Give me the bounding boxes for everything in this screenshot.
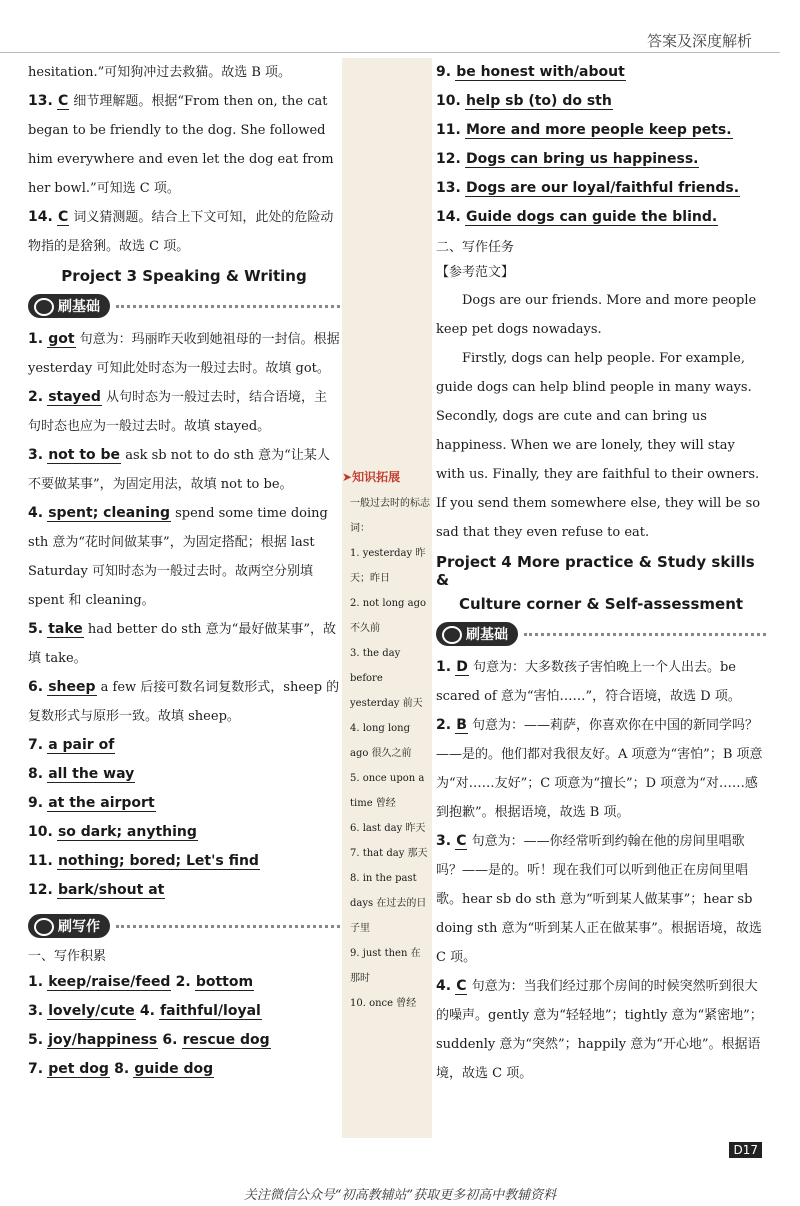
answer: C <box>57 209 69 225</box>
reference-heading: 【参考范文】 <box>436 265 515 280</box>
footer-note: 关注微信公众号“初高教辅站”获取更多初高中教辅资料 <box>243 1188 557 1203</box>
page-number: D17 <box>729 1142 762 1158</box>
basic-4: 4. spent; cleaning spend some time doing sth 意为“花时间做某事”，为固定搭配；根据 last Saturday 可知时态为一般过去时。故两空分别填 spent 和 cleaning。 <box>28 505 328 608</box>
basics-banner-label: 刷基础 <box>28 294 110 318</box>
choice-1: 1. D 句意为：大多数孩子害怕晚上一个人出去。be scared of 意为“害怕……”，符合语境，故选 D 项。 <box>436 659 741 704</box>
section-writing-task: 二、写作任务 <box>436 240 515 255</box>
header-title: 答案及深度解析 <box>646 32 752 50</box>
phrase-14: 14. Guide dogs can guide the blind. <box>436 209 718 225</box>
basic-5: 5. take had better do sth 意为“最好做某事”，故填 take。 <box>28 621 336 666</box>
choice-3: 3. C 句意为：——你经常听到约翰在他的房间里唱歌吗？——是的。听！现在我们可以听到他正在房间里唱歌。hear sb do sth 意为“听到某人做某事”；hear sb doing sth 意为“听到某人正在做某事”。根据语境，故选 C 项。 <box>436 833 762 965</box>
project-3-heading: Project 3 Speaking & Writing <box>61 267 307 285</box>
knowledge-sidebar <box>342 58 432 1138</box>
choice-2: 2. B 句意为：——莉萨，你喜欢你在中国的新同学吗？——是的。他们都对我很友好。A 项意为“害怕”；B 项意为“对……友好”；C 项意为“擅长”；D 项意为“对……感到抱歉”。根据语境，故选 B 项。 <box>436 717 763 820</box>
continued-text: hesitation.”可知狗冲过去救猫。故选 B 项。 <box>28 65 292 80</box>
left-column <box>28 58 340 1084</box>
basics-banner <box>28 293 340 319</box>
knowledge-title: ➤知识拓展 <box>342 470 401 484</box>
question-14: 14. C 词义猜测题。结合上下文可知，此处的危险动物指的是猞猁。故选 C 项。 <box>28 209 334 254</box>
basic-2: 2. stayed 从句时态为一般过去时，结合语境，主句时态也应为一般过去时。故填 stayed。 <box>28 389 328 434</box>
writing-7-8: 7. pet dog 8. guide dog <box>28 1061 214 1077</box>
essay-paragraph-1: Dogs are our friends. More and more people keep pet dogs nowadays. <box>436 293 757 337</box>
basics-banner-2-label: 刷基础 <box>436 622 518 646</box>
basic-7: 7. a pair of <box>28 737 115 753</box>
writing-1-2: 1. keep/raise/feed 2. bottom <box>28 974 254 990</box>
phrase-9: 9. be honest with/about <box>436 64 625 80</box>
basic-11: 11. nothing; bored; Let's find <box>28 853 259 869</box>
basic-8: 8. all the way <box>28 766 135 782</box>
basic-12: 12. bark/shout at <box>28 882 165 898</box>
knowledge-list: 一般过去时的标志词： 1. yesterday 昨天；昨日 2. not long ago 不久前 3. the day before yesterday 前天 4. long long ago 很久之前 5. once upon a time 曾经 6. last day 昨天 7. that day 那天 8. in the past days 在过去的日子里 9. just then 在那时 10. once 曾经 <box>350 498 430 1009</box>
basic-9: 9. at the airport <box>28 795 155 811</box>
writing-3-4: 3. lovely/cute 4. faithful/loyal <box>28 1003 261 1019</box>
phrase-11: 11. More and more people keep pets. <box>436 122 732 138</box>
writing-5-6: 5. joy/happiness 6. rescue dog <box>28 1032 270 1048</box>
basic-3: 3. not to be ask sb not to do sth 意为“让某人不要做某事”，为固定用法，故填 not to be。 <box>28 447 330 492</box>
phrase-13: 13. Dogs are our loyal/faithful friends. <box>436 180 740 196</box>
phrase-12: 12. Dogs can bring us happiness. <box>436 151 699 167</box>
basics-banner-2 <box>436 621 766 647</box>
essay-paragraph-2: Firstly, dogs can help people. For example, guide dogs can help blind people in many ways. Secondly, dogs are cute and can bring us happiness. When we are lonely, they will stay with us. Finally, they are faithful to their owners. If you send them somewhere else, they will be so sad that they even refuse to eat. <box>436 351 761 540</box>
basic-10: 10. so dark; anything <box>28 824 197 840</box>
right-column <box>436 58 766 1088</box>
basic-1: 1. got 句意为：玛丽昨天收到她祖母的一封信。根据 yesterday 可知此处时态为一般过去时。故填 got。 <box>28 331 340 376</box>
basic-6: 6. sheep a few 后接可数名词复数形式，sheep 的复数形式与原形一致。故填 sheep。 <box>28 679 340 724</box>
header-divider <box>0 52 780 53</box>
section-writing-accumulation: 一、写作积累 <box>28 949 107 964</box>
writing-banner <box>28 913 340 939</box>
project-4-heading-line2: Culture corner & Self-assessment <box>458 595 744 613</box>
phrase-10: 10. help sb (to) do sth <box>436 93 612 109</box>
answer: C <box>57 93 69 109</box>
choice-4: 4. C 句意为：当我们经过那个房间的时候突然听到很大的噪声。gently 意为“轻轻地”；tightly 意为“紧密地”；suddenly 意为“突然”；happily 意为“开心地”。根据语境，故选 C 项。 <box>436 978 763 1081</box>
writing-banner-label: 刷写作 <box>28 914 110 938</box>
arrow-icon: ➤ <box>342 470 353 484</box>
project-4-heading-line1: Project 4 More practice & Study skills & <box>436 553 755 589</box>
question-13: 13. C 细节理解题。根据“From then on, the cat began to be friendly to the dog. She followed him everywhere and even let the dog eat from her bowl.”可知选 C 项。 <box>28 93 334 196</box>
